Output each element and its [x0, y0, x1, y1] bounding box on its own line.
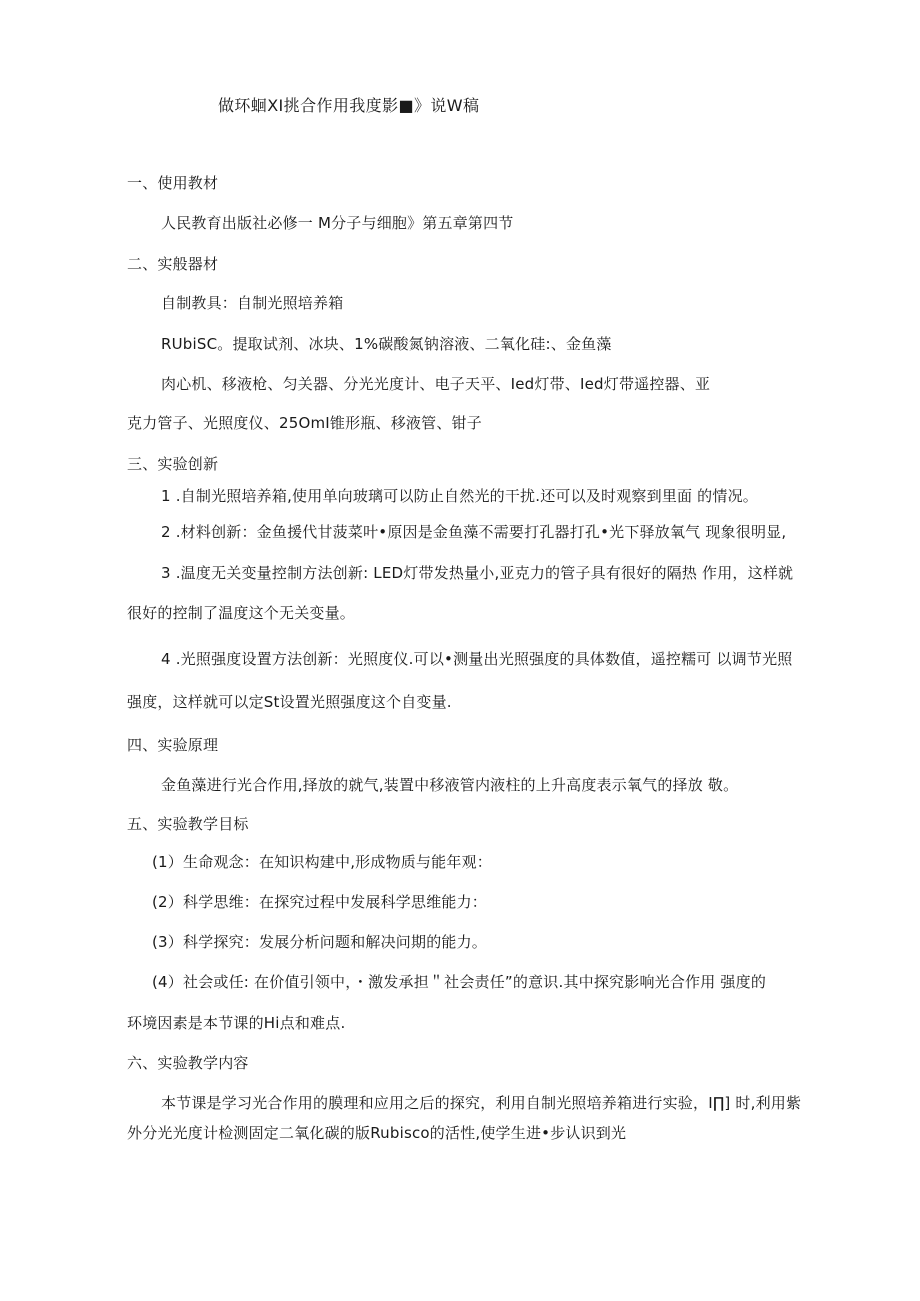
section-heading-objectives: 五、实验教学目标	[127, 815, 249, 833]
paragraph-line: 肉心机、移液枪、匀关器、分光光度计、电子天平、Ied灯带、Ied灯带遥控器、亚	[161, 375, 711, 393]
list-item: (3）科学探究：发展分析问题和解决问期的能力。	[152, 933, 487, 951]
list-item: (2）科学思维：在探究过程中发展科学思维能力：	[152, 893, 487, 911]
section-heading-innovation: 三、实验创新	[127, 455, 219, 473]
document-title: 做环蛔XI挑合作用我度影■》说W稿	[218, 96, 480, 115]
section-heading-equipment: 二、实般器材	[127, 255, 219, 273]
paragraph-line: 很好的控制了温度这个无关变量。	[127, 604, 356, 622]
paragraph-line: 1 .自制光照培养箱,使用单向玻璃可以防止自然光的干扰.还可以及时观察到里面 的情况。	[161, 487, 758, 505]
list-item: (4）社会或任: 在价值引领中，・激发承担＂社会责任”的意识.其中探究影响光合作用 强度的	[152, 973, 767, 991]
paragraph-line: 克力管子、光照度仪、25OmI锥形瓶、移液管、钳子	[127, 414, 482, 432]
paragraph-line: 3 .温度无关变量控制方法创新: LED灯带发热量小,亚克力的管子具有很好的隔热 作用，这样就	[161, 564, 794, 582]
paragraph-line: 人民教育出版社必修一 M分子与细胞》第五章第四节	[161, 214, 514, 232]
paragraph-line: 2 .材料创新：金鱼援代甘菠菜叶•原因是金鱼藻不需要打孔器打孔•光下驿放氧气 现象很明显,	[161, 523, 787, 541]
section-heading-textbook: 一、使用教材	[127, 174, 219, 192]
paragraph-line: 强度，这样就可以定St设置光照强度这个自变量.	[127, 693, 452, 711]
paragraph-line: 4 .光照强度设置方法创新：光照度仪.可以•测量出光照强度的具体数值，遥控糯可 以调节光照	[161, 650, 793, 668]
paragraph-line: 本节课是学习光合作用的膜理和应用之后的探究，利用自制光照培养箱进行实验，I∏] 时,利用紫	[161, 1094, 802, 1112]
section-heading-content: 六、实验教学内容	[127, 1054, 249, 1072]
paragraph-line: 金鱼藻进行光合作用,择放的就气,装置中移液管内液柱的上升高度表示氧气的择放 敬。	[161, 776, 739, 794]
paragraph-line: 外分光光度计检测固定二氧化碳的版Rubisco的活性,使学生进•步认识到光	[127, 1124, 627, 1142]
paragraph-line: 环境因素是本节课的Hi点和难点.	[127, 1014, 346, 1032]
paragraph-line: RUbiSC。提取试剂、冰块、1%碳酸氮钠溶液、二氧化硅:、金鱼藻	[161, 335, 612, 353]
section-heading-principle: 四、实验原理	[127, 736, 219, 754]
list-item: (1）生命观念：在知识构建中,形成物质与能年观：	[152, 853, 492, 871]
paragraph-line: 自制教具：自制光照培养箱	[161, 294, 344, 312]
